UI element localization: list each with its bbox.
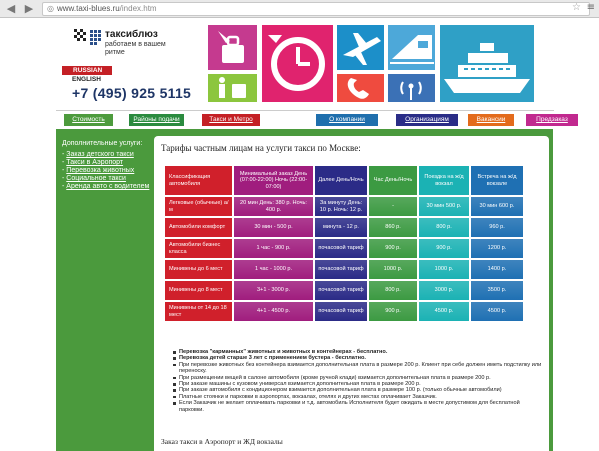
table-cell: -: [369, 197, 417, 216]
table-cell: 30 мин 500 р.: [419, 197, 469, 216]
sidebar-item: - Аренда авто с водителем: [62, 183, 150, 190]
tile-signal: [388, 74, 435, 102]
back-arrow-icon[interactable]: ◀: [6, 1, 16, 15]
table-cell: 30 мин - 500 р.: [234, 218, 313, 237]
table-cell: 4500 р.: [419, 302, 469, 321]
page-title: Тарифы частным лицам на услуги такси по Москве:: [161, 143, 361, 153]
note-item: При заказе машины с кузовом универсал взимается дополнительная плата в размере 200 р.: [172, 381, 544, 387]
table-cell: За минуту День: 10 р. Ночь: 12 р.: [315, 197, 367, 216]
table-row: [165, 239, 523, 258]
note-item: Перевозка "карманных" животных и животных в контейнерах - бесплатно.: [172, 349, 544, 355]
table-cell: 1 час - 900 р.: [234, 239, 313, 258]
tile-train: [388, 25, 435, 70]
tile-phone: [337, 74, 384, 102]
telephone-icon: [337, 74, 384, 102]
note-item: Перевозка детей старше 3 лет с применением бустера - бесплатно.: [172, 355, 544, 361]
globe-icon: ◎: [47, 4, 54, 13]
browser-toolbar: [0, 0, 599, 18]
phone-number: +7 (495) 925 5115: [72, 85, 192, 101]
sidebar-list: [62, 151, 154, 191]
nav-pricing[interactable]: Стоимость: [64, 114, 113, 126]
table-cell: 960 р.: [471, 218, 523, 237]
brand-name[interactable]: таксиблюз: [105, 29, 158, 40]
table-cell: 800 р.: [419, 218, 469, 237]
table-cell: 860 р.: [369, 218, 417, 237]
main-nav: [56, 110, 568, 129]
url-host: www.taxi-blues.ru: [56, 4, 120, 13]
table-cell: 3+1 - 3000 р.: [234, 281, 313, 300]
logo-grid-icon: [90, 30, 102, 46]
brand-tagline: работаем в вашем ритме: [105, 41, 166, 56]
note-item: Платные стоянки и парковки в аэропортах, вокзалах, отелях и других местах оплачивает Заказчик.: [172, 394, 544, 400]
col-header: Час День/Ночь: [369, 166, 417, 195]
col-header: Далее День/Ночь: [315, 166, 367, 195]
nav-organizations[interactable]: Организациям: [396, 114, 458, 126]
sidebar-item: - Заказ детского такси: [62, 151, 134, 158]
tile-airplane: [337, 25, 384, 70]
nav-about[interactable]: О компании: [316, 114, 378, 126]
content-panel: [154, 136, 549, 451]
sidebar-link-pets[interactable]: Перевозка животных: [66, 167, 135, 174]
menu-icon[interactable]: ≡: [586, 2, 595, 13]
address-bar[interactable]: [42, 2, 590, 16]
checker-logo-icon: [74, 29, 86, 47]
table-cell: минута - 12 р.: [315, 218, 367, 237]
table-row: [165, 281, 523, 300]
notes-list: [172, 349, 544, 413]
hand-luggage-icon: [208, 25, 257, 70]
clock-icon: [262, 25, 333, 102]
table-cell: Минивены до 6 мест: [165, 260, 232, 279]
airplane-icon: [337, 25, 384, 70]
table-cell: 3000 р.: [419, 281, 469, 300]
sidebar-item: - Такси в Аэропорт: [62, 159, 124, 166]
table-cell: почасовой тариф: [315, 302, 367, 321]
tile-clock: [262, 25, 333, 102]
note-item: Если Заказчик не желает оплачивать парковки и т.д. автомобиль Исполнителя будет ожидать в месте допустимом для бесплатной парковки.: [172, 400, 544, 413]
table-cell: 1400 р.: [471, 260, 523, 279]
table-cell: 30 мин 600 р.: [471, 197, 523, 216]
table-cell: 800 р.: [369, 281, 417, 300]
sidebar-link-rent[interactable]: Аренда авто с водителем: [66, 183, 150, 190]
table-cell: 1200 р.: [471, 239, 523, 258]
note-item: При перевозке животных без контейнера взимается дополнительная плата в размере 200 р. Клиент при себе должен иметь подстилку или переноску.: [172, 362, 544, 375]
forward-arrow-icon[interactable]: ▶: [24, 1, 34, 15]
nav-taxi-metro[interactable]: Такси и Метро: [202, 114, 260, 126]
table-cell: 900 р.: [369, 302, 417, 321]
table-cell: Легковые (обычные) а/м: [165, 197, 232, 216]
person-luggage-icon: [208, 74, 257, 102]
table-cell: Автомобили бизнес класса: [165, 239, 232, 258]
table-cell: Минивены до 8 мест: [165, 281, 232, 300]
sidebar-item: - Перевозка животных: [62, 167, 135, 174]
table-cell: 900 р.: [369, 239, 417, 258]
sidebar-title: Дополнительные услуги:: [62, 140, 143, 147]
nav-areas[interactable]: Районы подачи: [129, 114, 184, 126]
table-row: [165, 197, 523, 216]
table-cell: 1000 р.: [369, 260, 417, 279]
sidebar-link-child-taxi[interactable]: Заказ детского такси: [66, 151, 134, 158]
note-item: При размещении вещей в салоне автомобиля (кроме ручной клади) взимается дополнительная плата в размере 200 р.: [172, 375, 544, 381]
tile-ship: [440, 25, 534, 102]
tariff-table: [163, 164, 525, 323]
table-cell: 4+1 - 4500 р.: [234, 302, 313, 321]
table-cell: почасовой тариф: [315, 281, 367, 300]
signal-icon: [388, 74, 435, 102]
table-cell: 4500 р.: [471, 302, 523, 321]
sidebar-link-airport[interactable]: Такси в Аэропорт: [66, 159, 124, 166]
nav-preorder[interactable]: Предзаказ: [526, 114, 578, 126]
col-header: Классификация автомобиля: [165, 166, 232, 195]
url-path: /index.htm: [119, 4, 157, 13]
lang-english-link[interactable]: ENGLISH: [72, 76, 101, 83]
col-header: Поездка на ж/д вокзал: [419, 166, 469, 195]
table-row: [165, 260, 523, 279]
table-cell: 1 час - 1000 р.: [234, 260, 313, 279]
table-header-row: [165, 166, 523, 195]
table-cell: 20 мин День: 380 р. Ночь: 400 р.: [234, 197, 313, 216]
table-cell: 900 р.: [419, 239, 469, 258]
star-icon[interactable]: ☆: [572, 2, 581, 13]
table-row: [165, 302, 523, 321]
note-item: При заказе автомобиля с кондиционером взимается дополнительная плата в размере 100 р. (только обычные автомобили): [172, 387, 544, 393]
table-cell: почасовой тариф: [315, 239, 367, 258]
table-cell: Автомобили комфорт: [165, 218, 232, 237]
nav-vacancies[interactable]: Вакансии: [468, 114, 514, 126]
table-row: [165, 218, 523, 237]
sidebar-link-social[interactable]: Социальное такси: [66, 175, 126, 182]
section-subheading: Заказ такси в Аэропорт и ЖД вокзалы: [161, 437, 283, 446]
col-header: Минимальный заказ День (07:00-22:00) Ночь (22:00-07:00): [234, 166, 313, 195]
sidebar-item: - Социальное такси: [62, 175, 126, 182]
table-cell: Минивены от 14 до 18 мест: [165, 302, 232, 321]
table-cell: почасовой тариф: [315, 260, 367, 279]
train-icon: [388, 25, 435, 70]
tile-person-luggage: [208, 74, 257, 102]
table-cell: 1000 р.: [419, 260, 469, 279]
col-header: Встреча на ж/д вокзале: [471, 166, 523, 195]
tile-luggage-hand: [208, 25, 257, 70]
ship-icon: [440, 25, 534, 102]
lang-russian-link[interactable]: RUSSIAN: [62, 66, 112, 75]
table-cell: 3500 р.: [471, 281, 523, 300]
